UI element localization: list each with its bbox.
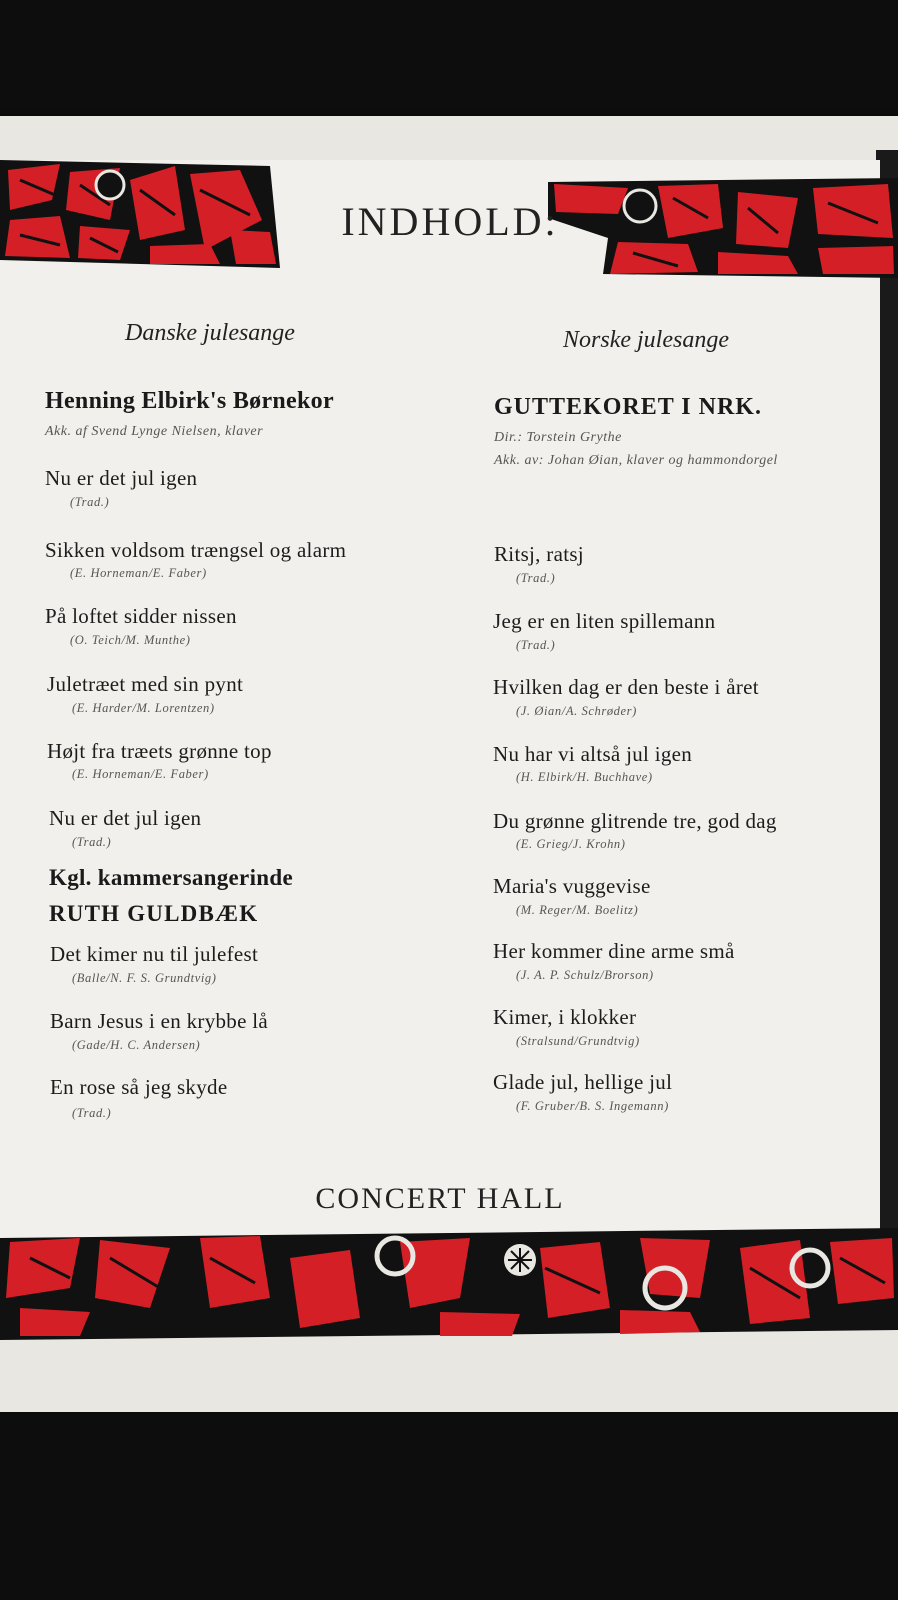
song-composer: (E. Grieg/J. Krohn) (516, 837, 626, 851)
artist-subtitle: Kgl. kammersangerinde (49, 865, 293, 890)
page-title: INDHOLD: (341, 199, 559, 244)
song-title: En rose så jeg skyde (50, 1075, 228, 1099)
song-title: Sikken voldsom trængsel og alarm (45, 538, 347, 562)
label-name-footer: CONCERT HALL (315, 1182, 565, 1215)
song-title: På loftet sidder nissen (45, 604, 237, 628)
song-title: Det kimer nu til julefest (50, 942, 259, 966)
song-composer: (Gade/H. C. Andersen) (72, 1038, 201, 1052)
danish-section-heading: Danske julesange (125, 320, 295, 346)
song-composer: (Trad.) (72, 1106, 112, 1120)
song-composer: (M. Reger/M. Boelitz) (516, 903, 639, 917)
song-composer: (Trad.) (516, 571, 556, 585)
song-title: Juletræet med sin pynt (47, 672, 244, 696)
song-title: Nu er det jul igen (45, 466, 198, 490)
song-title: Her kommer dine arme små (493, 939, 735, 963)
song-title: Nu er det jul igen (49, 806, 202, 830)
song-title: Barn Jesus i en krybbe lå (50, 1009, 269, 1033)
song-title: Kimer, i klokker (493, 1005, 637, 1029)
artist-credit: Akk. af Svend Lynge Nielsen, klaver (45, 424, 264, 439)
song-title: Højt fra træets grønne top (47, 739, 272, 763)
song-title: Nu har vi altså jul igen (493, 742, 693, 766)
top-left-ornament-band (0, 160, 285, 270)
song-composer: (Trad.) (516, 638, 556, 652)
song-title: Glade jul, hellige jul (493, 1070, 673, 1094)
song-composer: (E. Harder/M. Lorentzen) (72, 701, 215, 715)
song-title: Maria's vuggevise (493, 874, 651, 898)
song-composer: (E. Horneman/E. Faber) (72, 767, 209, 781)
song-composer: (F. Gruber/B. S. Ingemann) (516, 1099, 669, 1113)
song-title: Jeg er en liten spillemann (493, 609, 716, 633)
norwegian-section-heading: Norske julesange (563, 327, 729, 353)
artist-credit: Akk. av: Johan Øian, klaver og hammondorgel (494, 453, 778, 468)
song-composer: (O. Teich/M. Munthe) (70, 633, 191, 647)
song-composer: (E. Horneman/E. Faber) (70, 566, 207, 580)
artist-name: GUTTEKORET I NRK. (494, 394, 762, 420)
artist-name: RUTH GULDBÆK (49, 901, 259, 926)
song-title: Hvilken dag er den beste i året (493, 675, 759, 699)
song-composer: (Trad.) (70, 495, 110, 509)
song-title: Du grønne glitrende tre, god dag (493, 809, 777, 833)
bottom-ornament-band (0, 1228, 898, 1340)
song-composer: (H. Elbirk/H. Buchhave) (516, 770, 653, 784)
song-composer: (Trad.) (72, 835, 112, 849)
song-composer: (Stralsund/Grundtvig) (516, 1034, 640, 1048)
song-title: Ritsj, ratsj (494, 542, 584, 566)
artist-name: Henning Elbirk's Børnekor (45, 388, 334, 414)
song-composer: (J. Øian/A. Schrøder) (516, 704, 637, 718)
song-composer: (Balle/N. F. S. Grundtvig) (72, 971, 217, 985)
song-composer: (J. A. P. Schulz/Brorson) (516, 968, 654, 982)
artist-credit: Dir.: Torstein Grythe (494, 430, 622, 445)
top-right-ornament-band (548, 178, 898, 278)
